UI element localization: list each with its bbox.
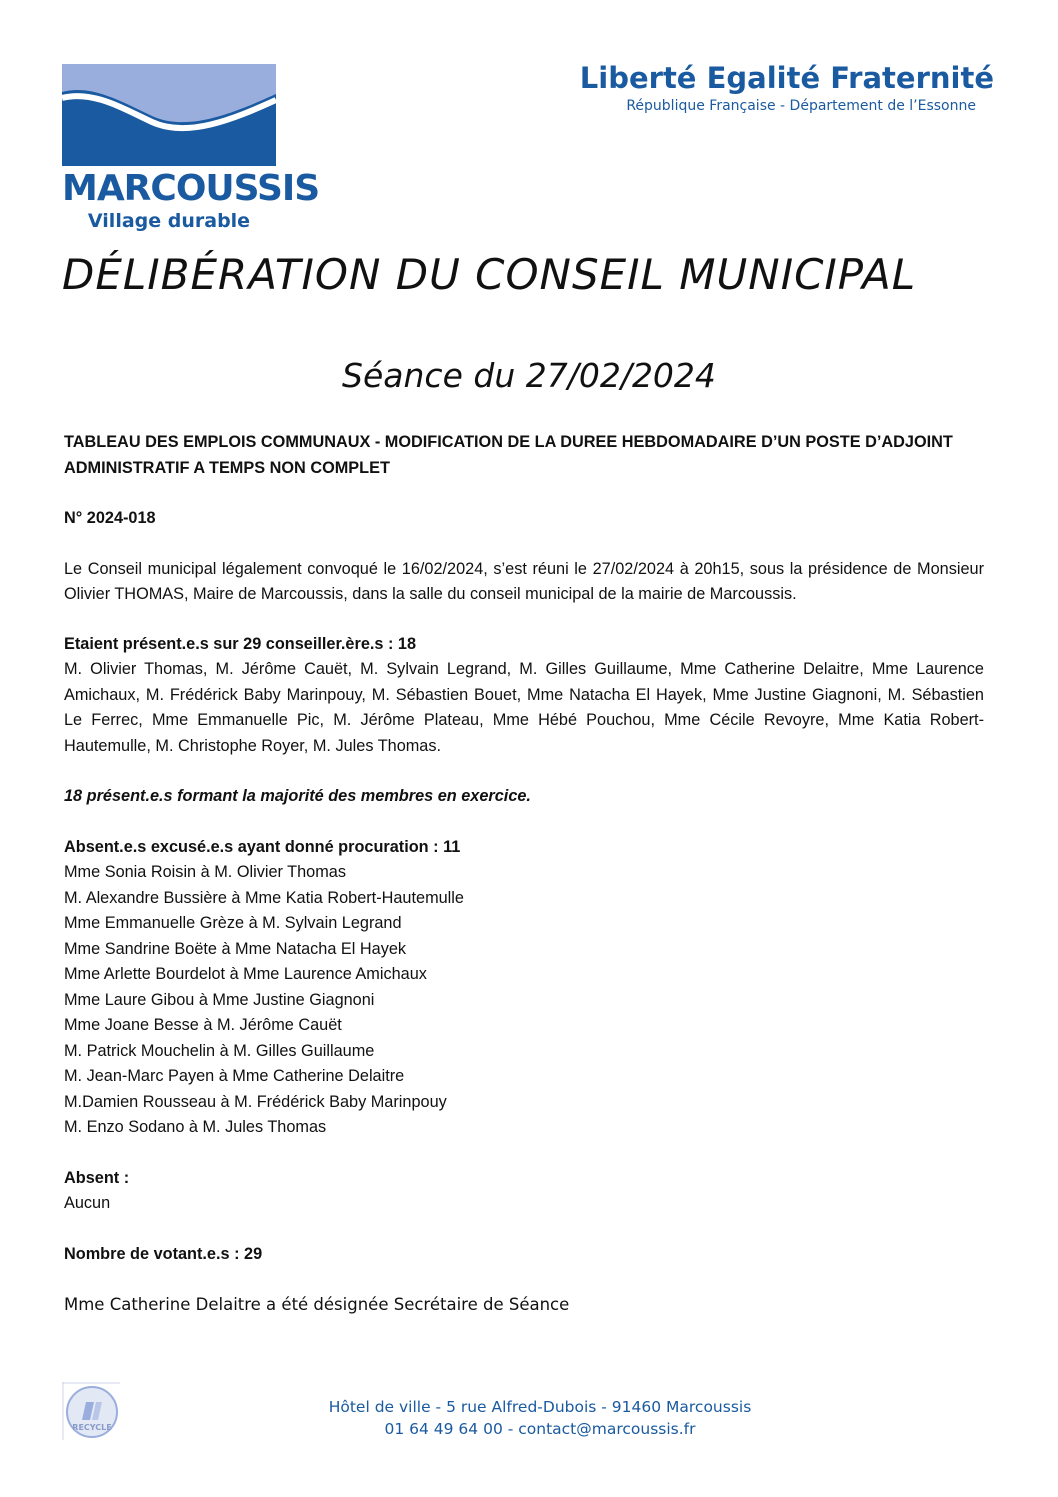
voters-count: Nombre de votant.e.s : 29 — [64, 1244, 263, 1263]
deliberation-number: N° 2024-018 — [64, 509, 156, 527]
subject: TABLEAU DES EMPLOIS COMMUNAUX - MODIFICATION DE LA DUREE HEBDOMADAIRE D’UN POSTE D’ADJOINT ADMINISTRATIF A TEMPS NON COMPLET — [64, 433, 953, 477]
present-heading: Etaient présent.e.s sur 29 conseiller.ère.s : 18 — [64, 634, 417, 653]
page-title: DÉLIBÉRATION DU CONSEIL MUNICIPAL — [62, 250, 917, 299]
list-item: M. Enzo Sodano à M. Jules Thomas — [64, 1118, 327, 1136]
list-item: Mme Sandrine Boëte à Mme Natacha El Hayek — [64, 939, 407, 958]
proxies-heading: Absent.e.s excusé.e.s ayant donné procuration : 11 — [64, 837, 461, 856]
list-item: Mme Joane Besse à M. Jérôme Cauët — [64, 1016, 342, 1034]
list-item: M. Patrick Mouchelin à M. Gilles Guillaume — [64, 1041, 375, 1060]
proxies-list — [64, 860, 984, 1141]
list-item: M.Damien Rousseau à M. Frédérick Baby Marinpouy — [64, 1092, 447, 1111]
marcoussis-logo — [62, 64, 320, 232]
intro-paragraph: Le Conseil municipal légalement convoqué le 16/02/2024, s’est réuni le 27/02/2024 à 20h15, sous la présidence de Monsieur Olivier THOMAS, Maire de Marcoussis, dans la salle du conseil municipal de la mairie de Marcoussis. — [64, 559, 984, 603]
footer-address: Hôtel de ville - 5 rue Alfred-Dubois - 91460 Marcoussis — [328, 1398, 752, 1416]
present-list: M. Olivier Thomas, M. Jérôme Cauët, M. Sylvain Legrand, M. Gilles Guillaume, Mme Catherine Delaitre, Mme Laurence Amichaux, M. Frédérick Baby Marinpouy, M. Sébastien Bouet, Mme Natacha El Hayek, Mme Justine Giagnoni, M. Sébastien Le Ferrec, Mme Emmanuelle Pic, M. Jérôme Plateau, Mme Hébé Pouchou, Mme Cécile Revoyre, Mme Katia Robert-Hautemulle, M. Christophe Royer, M. Jules Thomas. — [64, 660, 984, 755]
absent-value: Aucun — [64, 1194, 111, 1212]
session-date: Séance du 27/02/2024 — [342, 356, 716, 395]
list-item: Mme Laure Gibou à Mme Justine Giagnoni — [64, 990, 375, 1009]
footer — [250, 1396, 830, 1440]
logo-wave-icon — [62, 64, 276, 166]
recycle-label: RECYCLE — [72, 1423, 112, 1432]
majority-statement: 18 présent.e.s formant la majorité des membres en exercice. — [64, 787, 531, 805]
document-body — [64, 430, 984, 1318]
list-item: Mme Arlette Bourdelot à Mme Laurence Amichaux — [64, 965, 427, 983]
list-item: M. Jean-Marc Payen à Mme Catherine Delaitre — [64, 1067, 405, 1085]
logo-name: MARCOUSSIS — [62, 168, 320, 209]
motto-main: Liberté Egalité Fraternité — [579, 61, 994, 95]
footer-contact: 01 64 49 64 00 - contact@marcoussis.fr — [384, 1420, 696, 1438]
republic-motto — [580, 60, 994, 116]
recycled-paper-icon — [62, 1382, 120, 1440]
list-item: Mme Sonia Roisin à M. Olivier Thomas — [64, 863, 346, 881]
absent-heading: Absent : — [64, 1168, 130, 1187]
secretary-statement: Mme Catherine Delaitre a été désignée Secrétaire de Séance — [64, 1295, 570, 1314]
motto-sub: République Française - Département de l’Essonne — [626, 98, 976, 114]
list-item: Mme Emmanuelle Grèze à M. Sylvain Legrand — [64, 914, 402, 932]
list-item: M. Alexandre Bussière à Mme Katia Robert-Hautemulle — [64, 888, 464, 907]
logo-subtitle: Village durable — [87, 210, 251, 232]
